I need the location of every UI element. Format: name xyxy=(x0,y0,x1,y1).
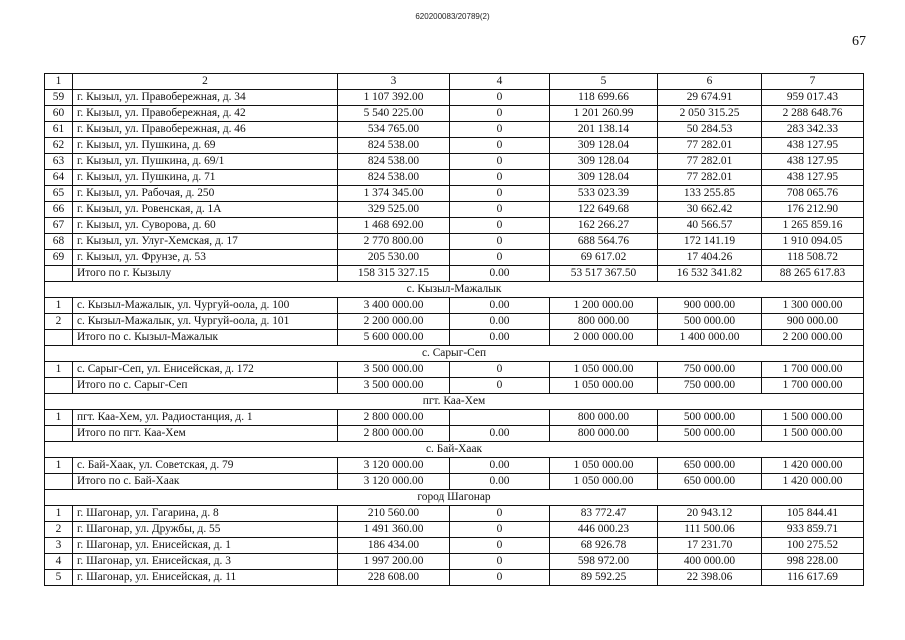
table-cell: 1 201 260.99 xyxy=(550,106,658,122)
table-cell: 1 xyxy=(45,410,73,426)
table-cell: 2 000 000.00 xyxy=(550,330,658,346)
table-cell: 2 xyxy=(45,522,73,538)
table-cell: 88 265 617.83 xyxy=(762,266,864,282)
table-cell: 1 050 000.00 xyxy=(550,474,658,490)
table-cell: г. Кызыл, ул. Рабочая, д. 250 xyxy=(73,186,338,202)
table-cell: 118 699.66 xyxy=(550,90,658,106)
table-cell: 1 xyxy=(45,362,73,378)
table-cell: 60 xyxy=(45,106,73,122)
table-row xyxy=(45,538,864,554)
data-table xyxy=(44,73,864,586)
table-cell: 17 404.26 xyxy=(658,250,762,266)
table-cell: 0.00 xyxy=(450,266,550,282)
table-cell: 68 xyxy=(45,234,73,250)
table-cell: г. Шагонар, ул. Енисейская, д. 11 xyxy=(73,570,338,586)
table-cell: 446 000.23 xyxy=(550,522,658,538)
table-cell: г. Кызыл, ул. Правобережная, д. 46 xyxy=(73,122,338,138)
table-cell: 77 282.01 xyxy=(658,154,762,170)
header-cell: 6 xyxy=(658,74,762,90)
table-cell: 0 xyxy=(450,90,550,106)
table-row xyxy=(45,90,864,106)
table-cell: 0 xyxy=(450,154,550,170)
table-cell: г. Кызыл, ул. Правобережная, д. 34 xyxy=(73,90,338,106)
table-cell: 20 943.12 xyxy=(658,506,762,522)
table-cell xyxy=(45,330,73,346)
table-cell: 3 120 000.00 xyxy=(338,474,450,490)
table-cell: 500 000.00 xyxy=(658,314,762,330)
table-cell: 0.00 xyxy=(450,314,550,330)
table-cell: 62 xyxy=(45,138,73,154)
table-cell: 64 xyxy=(45,170,73,186)
table-cell: 0 xyxy=(450,554,550,570)
table-cell: 1 420 000.00 xyxy=(762,474,864,490)
table-cell: 30 662.42 xyxy=(658,202,762,218)
table-cell: 66 xyxy=(45,202,73,218)
table-cell: 500 000.00 xyxy=(658,410,762,426)
table-cell: 0 xyxy=(450,506,550,522)
table-row xyxy=(45,362,864,378)
table-cell: 40 566.57 xyxy=(658,218,762,234)
table-cell: 61 xyxy=(45,122,73,138)
table-cell: г. Кызыл, ул. Пушкина, д. 69/1 xyxy=(73,154,338,170)
table-cell: 5 xyxy=(45,570,73,586)
table-row xyxy=(45,458,864,474)
table-cell: 1 468 692.00 xyxy=(338,218,450,234)
table-cell: 1 200 000.00 xyxy=(550,298,658,314)
table-cell: 1 997 200.00 xyxy=(338,554,450,570)
table-cell: 533 023.39 xyxy=(550,186,658,202)
table-cell: 162 266.27 xyxy=(550,218,658,234)
header-cell: 5 xyxy=(550,74,658,90)
table-cell: г. Шагонар, ул. Дружбы, д. 55 xyxy=(73,522,338,538)
table-cell: Итого по с. Бай-Хаак xyxy=(73,474,338,490)
table-cell: 933 859.71 xyxy=(762,522,864,538)
table-cell: 68 926.78 xyxy=(550,538,658,554)
section-header-row xyxy=(45,346,864,362)
table-row xyxy=(45,154,864,170)
table-cell: 708 065.76 xyxy=(762,186,864,202)
table-cell: 650 000.00 xyxy=(658,458,762,474)
table-cell: 2 288 648.76 xyxy=(762,106,864,122)
header-cell: 4 xyxy=(450,74,550,90)
table-cell: 59 xyxy=(45,90,73,106)
table-row xyxy=(45,378,864,394)
table-cell: 63 xyxy=(45,154,73,170)
table-cell: 900 000.00 xyxy=(658,298,762,314)
table-row xyxy=(45,426,864,442)
table-cell: 53 517 367.50 xyxy=(550,266,658,282)
table-cell: 824 538.00 xyxy=(338,138,450,154)
table-cell: 83 772.47 xyxy=(550,506,658,522)
table-cell: 122 649.68 xyxy=(550,202,658,218)
table-cell: 0 xyxy=(450,570,550,586)
table-cell: 2 200 000.00 xyxy=(762,330,864,346)
table-row xyxy=(45,330,864,346)
table-cell: 0 xyxy=(450,218,550,234)
table-cell: 1 400 000.00 xyxy=(658,330,762,346)
table-cell: 2 800 000.00 xyxy=(338,426,450,442)
table-row xyxy=(45,554,864,570)
table-row xyxy=(45,106,864,122)
table-cell: 2 xyxy=(45,314,73,330)
table-cell: 688 564.76 xyxy=(550,234,658,250)
table-cell xyxy=(45,378,73,394)
table-cell: 0.00 xyxy=(450,426,550,442)
table-cell: 824 538.00 xyxy=(338,154,450,170)
table-cell: 1 491 360.00 xyxy=(338,522,450,538)
table-cell: г. Шагонар, ул. Енисейская, д. 3 xyxy=(73,554,338,570)
table-body xyxy=(45,74,864,586)
table-cell: 5 600 000.00 xyxy=(338,330,450,346)
section-header-row xyxy=(45,394,864,410)
table-cell: г. Кызыл, ул. Улуг-Хемская, д. 17 xyxy=(73,234,338,250)
table-cell: 438 127.95 xyxy=(762,170,864,186)
table-cell: г. Шагонар, ул. Гагарина, д. 8 xyxy=(73,506,338,522)
table-cell xyxy=(450,410,550,426)
table-cell: 1 700 000.00 xyxy=(762,378,864,394)
table-cell: 29 674.91 xyxy=(658,90,762,106)
table-cell: 3 120 000.00 xyxy=(338,458,450,474)
table-cell: 205 530.00 xyxy=(338,250,450,266)
table-cell: с. Бай-Хаак, ул. Советская, д. 79 xyxy=(73,458,338,474)
table-row xyxy=(45,122,864,138)
table-cell: 309 128.04 xyxy=(550,170,658,186)
table-cell: 0 xyxy=(450,202,550,218)
section-header-row xyxy=(45,282,864,298)
table-cell: 2 800 000.00 xyxy=(338,410,450,426)
table-row xyxy=(45,202,864,218)
table-cell: г. Кызыл, ул. Пушкина, д. 69 xyxy=(73,138,338,154)
table-cell: 2 050 315.25 xyxy=(658,106,762,122)
table-cell: 186 434.00 xyxy=(338,538,450,554)
table-cell: 438 127.95 xyxy=(762,138,864,154)
table-cell: 16 532 341.82 xyxy=(658,266,762,282)
table-cell: 1 107 392.00 xyxy=(338,90,450,106)
document-id: 620200083/20789(2) xyxy=(415,12,490,21)
table-row xyxy=(45,138,864,154)
table-cell: 133 255.85 xyxy=(658,186,762,202)
table-cell: 158 315 327.15 xyxy=(338,266,450,282)
table-cell: 77 282.01 xyxy=(658,138,762,154)
table-cell xyxy=(45,266,73,282)
table-cell: 0 xyxy=(450,170,550,186)
table-cell: 329 525.00 xyxy=(338,202,450,218)
table-cell: 0 xyxy=(450,138,550,154)
table-cell: 172 141.19 xyxy=(658,234,762,250)
table-cell: 309 128.04 xyxy=(550,154,658,170)
table-cell: 0 xyxy=(450,522,550,538)
section-title: город Шагонар xyxy=(45,490,864,506)
table-cell: 228 608.00 xyxy=(338,570,450,586)
table-cell: г. Кызыл, ул. Суворова, д. 60 xyxy=(73,218,338,234)
table-cell: 1 xyxy=(45,506,73,522)
table-cell: 598 972.00 xyxy=(550,554,658,570)
table-cell: 77 282.01 xyxy=(658,170,762,186)
table-cell: 1 420 000.00 xyxy=(762,458,864,474)
table-cell: 0 xyxy=(450,234,550,250)
table-cell: 1 374 345.00 xyxy=(338,186,450,202)
table-cell: 2 770 800.00 xyxy=(338,234,450,250)
table-cell: 3 400 000.00 xyxy=(338,298,450,314)
table-row xyxy=(45,218,864,234)
table-cell: 534 765.00 xyxy=(338,122,450,138)
section-title: с. Бай-Хаак xyxy=(45,442,864,458)
table-cell: 1 050 000.00 xyxy=(550,378,658,394)
section-title: с. Кызыл-Мажалык xyxy=(45,282,864,298)
table-row xyxy=(45,410,864,426)
table-cell: 2 200 000.00 xyxy=(338,314,450,330)
table-cell: 89 592.25 xyxy=(550,570,658,586)
table-cell: г. Шагонар, ул. Енисейская, д. 1 xyxy=(73,538,338,554)
table-cell: 750 000.00 xyxy=(658,378,762,394)
table-cell: 1 910 094.05 xyxy=(762,234,864,250)
table-cell: 69 xyxy=(45,250,73,266)
table-cell: 201 138.14 xyxy=(550,122,658,138)
page-number: 67 xyxy=(852,34,866,49)
table-cell: 650 000.00 xyxy=(658,474,762,490)
header-cell: 1 xyxy=(45,74,73,90)
table-cell: 400 000.00 xyxy=(658,554,762,570)
table-cell: 0 xyxy=(450,538,550,554)
table-cell: пгт. Каа-Хем, ул. Радиостанция, д. 1 xyxy=(73,410,338,426)
table-row xyxy=(45,506,864,522)
table-cell: 1 050 000.00 xyxy=(550,458,658,474)
section-title: пгт. Каа-Хем xyxy=(45,394,864,410)
table-row xyxy=(45,266,864,282)
table-cell: 0 xyxy=(450,250,550,266)
table-cell: 1 300 000.00 xyxy=(762,298,864,314)
table-cell xyxy=(45,426,73,442)
table-cell: с. Сарыг-Сеп, ул. Енисейская, д. 172 xyxy=(73,362,338,378)
table-cell: г. Кызыл, ул. Пушкина, д. 71 xyxy=(73,170,338,186)
table-cell: 100 275.52 xyxy=(762,538,864,554)
table-cell: 3 500 000.00 xyxy=(338,378,450,394)
table-row xyxy=(45,522,864,538)
table-cell: 824 538.00 xyxy=(338,170,450,186)
table-cell: Итого по пгт. Каа-Хем xyxy=(73,426,338,442)
table-cell: 1 500 000.00 xyxy=(762,426,864,442)
table-cell: 67 xyxy=(45,218,73,234)
table-cell: 69 617.02 xyxy=(550,250,658,266)
section-header-row xyxy=(45,490,864,506)
table-row xyxy=(45,250,864,266)
table-cell: с. Кызыл-Мажалык, ул. Чургуй-оола, д. 101 xyxy=(73,314,338,330)
table-row xyxy=(45,474,864,490)
table-cell: с. Кызыл-Мажалык, ул. Чургуй-оола, д. 100 xyxy=(73,298,338,314)
table-cell: Итого по с. Сарыг-Сеп xyxy=(73,378,338,394)
table-cell: 4 xyxy=(45,554,73,570)
table-cell: 17 231.70 xyxy=(658,538,762,554)
table-cell: 0.00 xyxy=(450,330,550,346)
table-cell: г. Кызыл, ул. Фрунзе, д. 53 xyxy=(73,250,338,266)
table-row xyxy=(45,234,864,250)
table-row xyxy=(45,314,864,330)
table-cell: 0 xyxy=(450,106,550,122)
table-cell: 800 000.00 xyxy=(550,314,658,330)
table-row xyxy=(45,170,864,186)
table-cell: 210 560.00 xyxy=(338,506,450,522)
table-cell: 116 617.69 xyxy=(762,570,864,586)
table-cell: 438 127.95 xyxy=(762,154,864,170)
table-cell: 0 xyxy=(450,378,550,394)
table-cell: 0.00 xyxy=(450,298,550,314)
table-cell: 900 000.00 xyxy=(762,314,864,330)
table-cell: 111 500.06 xyxy=(658,522,762,538)
header-cell: 7 xyxy=(762,74,864,90)
table-cell: 0.00 xyxy=(450,458,550,474)
table-cell xyxy=(45,474,73,490)
table-cell: 1 xyxy=(45,298,73,314)
table-cell: г. Кызыл, ул. Правобережная, д. 42 xyxy=(73,106,338,122)
table-cell: 0 xyxy=(450,186,550,202)
table-cell: 800 000.00 xyxy=(550,410,658,426)
header-cell: 2 xyxy=(73,74,338,90)
table-cell: 283 342.33 xyxy=(762,122,864,138)
table-cell: 3 500 000.00 xyxy=(338,362,450,378)
table-cell: 50 284.53 xyxy=(658,122,762,138)
table-cell: 176 212.90 xyxy=(762,202,864,218)
table-cell: 750 000.00 xyxy=(658,362,762,378)
table-cell: 1 050 000.00 xyxy=(550,362,658,378)
table-cell: 5 540 225.00 xyxy=(338,106,450,122)
table-cell: 1 700 000.00 xyxy=(762,362,864,378)
table-cell: 1 xyxy=(45,458,73,474)
table-cell: 0 xyxy=(450,362,550,378)
header-cell: 3 xyxy=(338,74,450,90)
table-cell: 500 000.00 xyxy=(658,426,762,442)
table-cell: 0 xyxy=(450,122,550,138)
table-cell: 800 000.00 xyxy=(550,426,658,442)
table-cell: 309 128.04 xyxy=(550,138,658,154)
table-cell: Итого по г. Кызылу xyxy=(73,266,338,282)
table-cell: 998 228.00 xyxy=(762,554,864,570)
table-cell: 1 265 859.16 xyxy=(762,218,864,234)
table-cell: 3 xyxy=(45,538,73,554)
table-cell: 118 508.72 xyxy=(762,250,864,266)
table-cell: 959 017.43 xyxy=(762,90,864,106)
section-header-row xyxy=(45,442,864,458)
section-title: с. Сарыг-Сеп xyxy=(45,346,864,362)
table-cell: 0.00 xyxy=(450,474,550,490)
table-cell: г. Кызыл, ул. Ровенская, д. 1А xyxy=(73,202,338,218)
table-cell: 65 xyxy=(45,186,73,202)
table-row xyxy=(45,186,864,202)
table-row xyxy=(45,298,864,314)
table-header-row xyxy=(45,74,864,90)
table-cell: 1 500 000.00 xyxy=(762,410,864,426)
table-cell: Итого по с. Кызыл-Мажалык xyxy=(73,330,338,346)
table-row xyxy=(45,570,864,586)
table-cell: 22 398.06 xyxy=(658,570,762,586)
table-cell: 105 844.41 xyxy=(762,506,864,522)
